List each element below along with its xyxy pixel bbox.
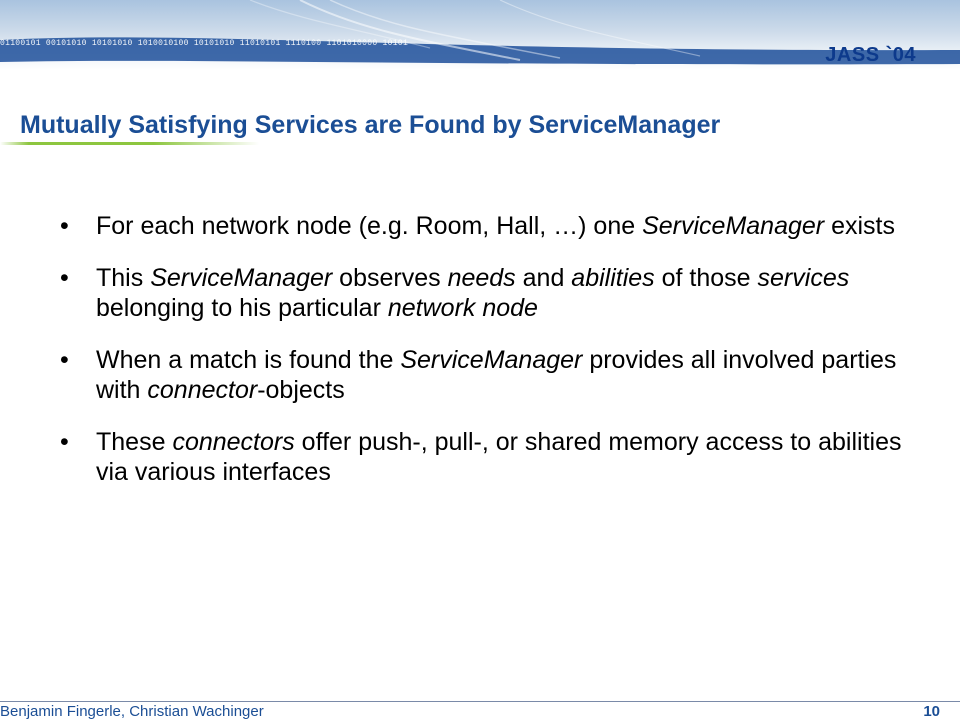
emphasized-term: ServiceManager <box>642 212 825 240</box>
bullet-text: -objects <box>257 376 345 404</box>
footer-divider <box>0 701 960 702</box>
header-banner-art <box>0 0 960 70</box>
footer-authors: Benjamin Fingerle, Christian Wachinger <box>0 703 264 720</box>
title-underline <box>0 140 960 148</box>
bullet-text: offer push-, pull-, or shared memory access to abilities via various interfaces <box>96 428 902 486</box>
bullet-item <box>60 345 920 405</box>
bullet-item <box>60 427 920 487</box>
bullet-text: and <box>515 264 572 292</box>
emphasized-term: connector <box>147 376 258 404</box>
emphasized-term: services <box>757 264 850 292</box>
page-number: 10 <box>923 703 940 720</box>
bullet-text: observes <box>332 264 448 292</box>
bullet-text: When a match is found the <box>96 346 401 374</box>
emphasized-term: ServiceManager <box>400 346 583 374</box>
bullet-text: This <box>96 264 151 292</box>
bullet-text: These <box>96 428 173 456</box>
bullet-text: of those <box>654 264 758 292</box>
header-banner <box>0 0 960 70</box>
conference-label: JASS `04 <box>825 44 916 66</box>
binary-strip: 01100101 00101010 10101010 1010010100 10101010 11010101 1110100 1101010000 10101 <box>0 39 409 48</box>
slide-title: Mutually Satisfying Services are Found by ServiceManager <box>20 111 721 139</box>
bullet-item <box>60 211 920 241</box>
bullet-item <box>60 263 920 323</box>
bullet-text: For each network node (e.g. Room, Hall, …) one <box>96 212 643 240</box>
bullet-list <box>60 211 920 509</box>
emphasized-term: connectors <box>172 428 295 456</box>
bullet-text: exists <box>824 212 895 240</box>
bullet-text: provides all involved parties with <box>96 346 897 404</box>
bullet-text: belonging to his particular <box>96 294 388 322</box>
emphasized-term: ServiceManager <box>150 264 333 292</box>
emphasized-term: needs <box>447 264 516 292</box>
emphasized-term: network node <box>387 294 538 322</box>
emphasized-term: abilities <box>571 264 655 292</box>
